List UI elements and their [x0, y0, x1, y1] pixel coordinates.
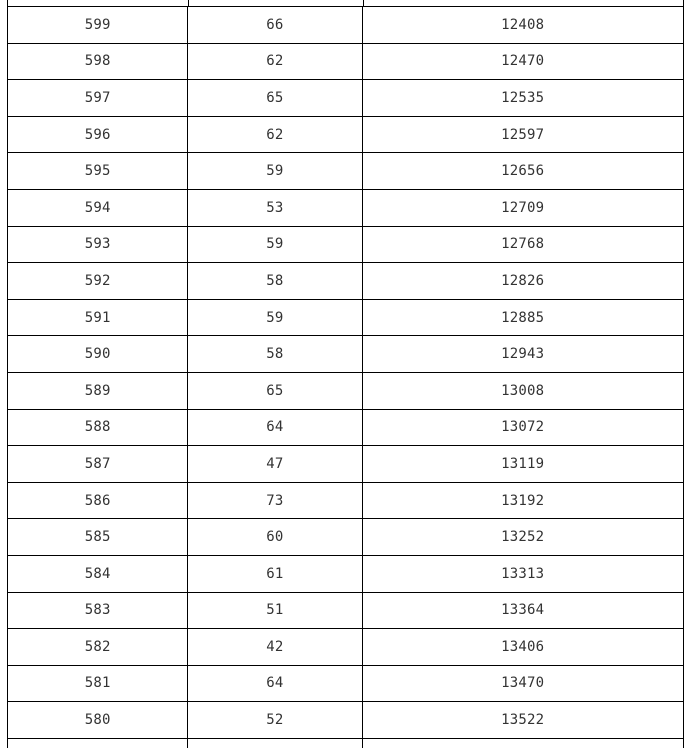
cell-cumulative: 12768 [362, 226, 683, 263]
cell-cumulative: 13008 [362, 372, 683, 409]
cell-count: 59 [188, 226, 362, 263]
cell-score: 586 [8, 482, 188, 519]
cell-score: 590 [8, 336, 188, 373]
table-row [8, 519, 684, 556]
cell-cumulative: 12597 [362, 116, 683, 153]
cell-empty [188, 738, 362, 748]
table-row [8, 592, 684, 629]
cell-count: 47 [188, 446, 362, 483]
cell-cumulative: 12535 [362, 80, 683, 117]
table-row [8, 409, 684, 446]
table-row [8, 80, 684, 117]
table-row [8, 665, 684, 702]
cell-score: 584 [8, 555, 188, 592]
table-row [8, 629, 684, 666]
table-row [8, 482, 684, 519]
cell-score: 585 [8, 519, 188, 556]
cell-score: 597 [8, 80, 188, 117]
cell-count: 65 [188, 372, 362, 409]
table-body [8, 7, 684, 748]
cell-empty [8, 738, 188, 748]
cell-cumulative: 13252 [362, 519, 683, 556]
cell-count: 58 [188, 336, 362, 373]
table-row [8, 299, 684, 336]
cell-count: 73 [188, 482, 362, 519]
table-row [8, 116, 684, 153]
cell-count: 62 [188, 116, 362, 153]
cell-count: 64 [188, 665, 362, 702]
cell-score: 596 [8, 116, 188, 153]
cell-count: 51 [188, 592, 362, 629]
table-row [8, 336, 684, 373]
score-distribution-table [7, 6, 684, 748]
cell-cumulative: 12826 [362, 263, 683, 300]
cell-cumulative: 13192 [362, 482, 683, 519]
cell-score: 582 [8, 629, 188, 666]
table-row [8, 153, 684, 190]
cell-cumulative: 13406 [362, 629, 683, 666]
cell-score: 594 [8, 189, 188, 226]
cell-count: 64 [188, 409, 362, 446]
cell-cumulative: 12885 [362, 299, 683, 336]
cell-cumulative: 13313 [362, 555, 683, 592]
cell-score: 588 [8, 409, 188, 446]
cell-score: 595 [8, 153, 188, 190]
cell-count: 59 [188, 153, 362, 190]
cell-cumulative: 13119 [362, 446, 683, 483]
table-row [8, 372, 684, 409]
cell-cumulative: 13522 [362, 702, 683, 739]
table-row [8, 226, 684, 263]
table-row [8, 43, 684, 80]
cell-empty [362, 738, 683, 748]
cell-count: 60 [188, 519, 362, 556]
cell-count: 42 [188, 629, 362, 666]
table-row [8, 555, 684, 592]
cell-cumulative: 12408 [362, 7, 683, 44]
table-row [8, 7, 684, 44]
cell-score: 599 [8, 7, 188, 44]
table-row [8, 263, 684, 300]
cell-score: 587 [8, 446, 188, 483]
cell-cumulative: 12709 [362, 189, 683, 226]
table-row [8, 446, 684, 483]
cell-count: 53 [188, 189, 362, 226]
cell-count: 58 [188, 263, 362, 300]
table-row [8, 189, 684, 226]
table-row [8, 702, 684, 739]
cell-cumulative: 12656 [362, 153, 683, 190]
cell-count: 61 [188, 555, 362, 592]
cell-cumulative: 13364 [362, 592, 683, 629]
cell-score: 581 [8, 665, 188, 702]
cell-score: 589 [8, 372, 188, 409]
cell-score: 591 [8, 299, 188, 336]
cell-cumulative: 13470 [362, 665, 683, 702]
table-row-partial [8, 738, 684, 748]
cell-count: 59 [188, 299, 362, 336]
cell-count: 65 [188, 80, 362, 117]
cell-score: 580 [8, 702, 188, 739]
cell-score: 598 [8, 43, 188, 80]
cell-score: 593 [8, 226, 188, 263]
cell-count: 62 [188, 43, 362, 80]
cell-count: 66 [188, 7, 362, 44]
cell-cumulative: 13072 [362, 409, 683, 446]
cell-count: 52 [188, 702, 362, 739]
cell-cumulative: 12943 [362, 336, 683, 373]
cell-cumulative: 12470 [362, 43, 683, 80]
cell-score: 583 [8, 592, 188, 629]
cell-score: 592 [8, 263, 188, 300]
